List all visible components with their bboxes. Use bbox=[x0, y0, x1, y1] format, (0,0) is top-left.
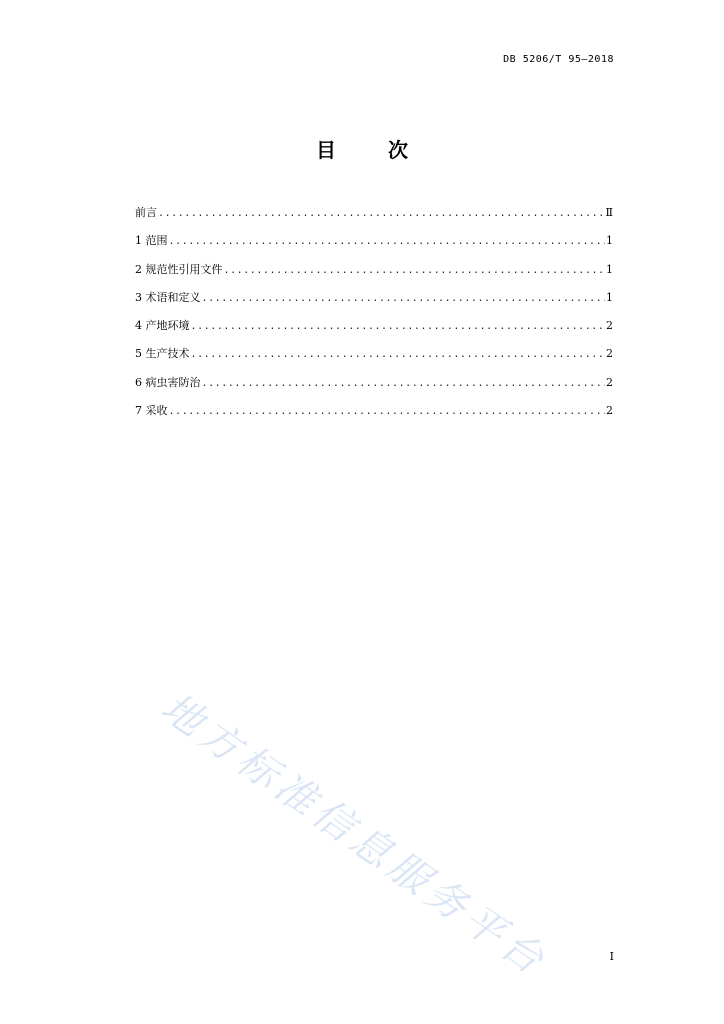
toc-entry-label: 7 采收 bbox=[135, 404, 168, 418]
toc-leader-dots bbox=[169, 404, 606, 420]
toc-entry-page: Ⅱ bbox=[605, 206, 613, 219]
toc-leader-dots bbox=[191, 347, 606, 363]
toc-entry-label: 3 术语和定义 bbox=[135, 290, 201, 304]
toc-entry-label: 5 生产技术 bbox=[135, 347, 190, 361]
toc-entry-label: 1 范围 bbox=[135, 234, 168, 248]
toc-title-char-2: 次 bbox=[388, 138, 408, 162]
toc-entry-page: 2 bbox=[606, 347, 613, 361]
toc-entry-label: 2 规范性引用文件 bbox=[135, 262, 223, 276]
toc-entry-foreword[interactable] bbox=[135, 205, 613, 233]
toc-entry-page: 2 bbox=[606, 319, 613, 333]
toc-entry-scope[interactable] bbox=[135, 233, 613, 261]
toc-entry-page: 1 bbox=[606, 290, 613, 304]
toc-leader-dots bbox=[191, 319, 606, 335]
toc-entry-normative-references[interactable] bbox=[135, 262, 613, 290]
toc-entry-page: 2 bbox=[606, 404, 613, 418]
toc-entry-terms-definitions[interactable] bbox=[135, 290, 613, 318]
toc-entry-page: 1 bbox=[606, 234, 613, 248]
toc-entry-production-environment[interactable] bbox=[135, 318, 613, 346]
toc-entry-harvest[interactable] bbox=[135, 403, 613, 431]
toc-leader-dots bbox=[202, 376, 606, 392]
toc-leader-dots bbox=[158, 206, 605, 222]
toc-entry-label: 前言 bbox=[135, 206, 157, 219]
toc-leader-dots bbox=[169, 234, 606, 250]
toc-entry-production-technology[interactable] bbox=[135, 346, 613, 374]
toc-entry-label: 6 病虫害防治 bbox=[135, 375, 201, 389]
toc-title-char-1: 目 bbox=[316, 138, 336, 162]
toc-entry-page: 2 bbox=[606, 375, 613, 389]
watermark: 地方标准信息服务平台 bbox=[152, 684, 556, 987]
toc-leader-dots bbox=[202, 291, 606, 307]
toc-entry-page: 1 bbox=[606, 262, 613, 276]
toc-title bbox=[0, 134, 724, 163]
document-code: DB 5206/T 95—2018 bbox=[503, 54, 614, 65]
toc-entry-label: 4 产地环境 bbox=[135, 319, 190, 333]
page-number: I bbox=[609, 950, 614, 963]
toc-leader-dots bbox=[224, 263, 606, 279]
toc-list bbox=[135, 205, 613, 431]
toc-entry-pest-control[interactable] bbox=[135, 375, 613, 403]
